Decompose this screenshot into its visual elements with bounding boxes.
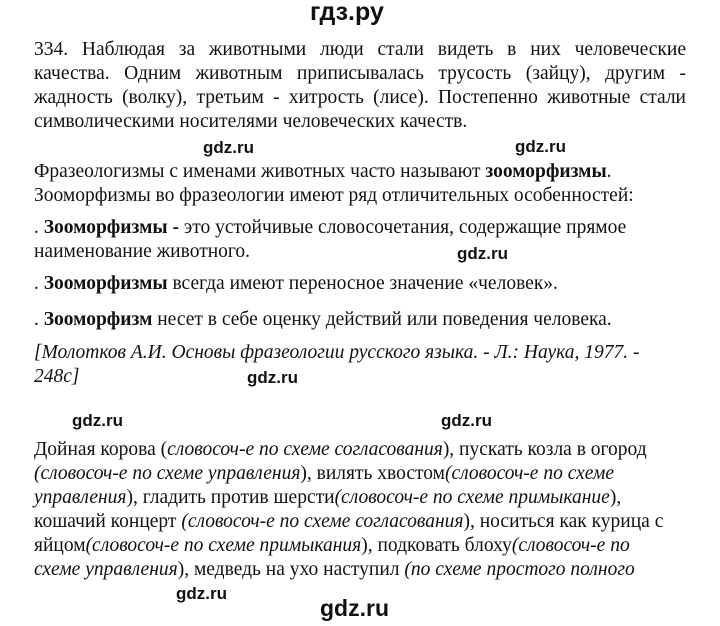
text-segment: Зооморфизмы во фразеологии имеют ряд отличительных особенностей: <box>34 185 634 206</box>
text-segment: . <box>34 309 44 330</box>
text-line <box>34 160 612 184</box>
text-segment: яйцом <box>34 535 86 556</box>
text-segment: символическими носителями человеческих качеств. <box>34 111 468 132</box>
italic-note: словосоч-е по схеме согласования <box>167 439 443 460</box>
text-segment: ), <box>609 487 622 508</box>
site-footer-title: gdz.ru <box>320 595 389 621</box>
italic-note: 248с] <box>34 366 80 387</box>
text-segment: ), вилять хвостом <box>300 463 445 484</box>
italic-note: (словосоч-е по <box>511 535 630 556</box>
text-line <box>34 438 647 462</box>
text-line <box>34 272 558 296</box>
bold-term: зооморфизмы <box>485 161 607 182</box>
text-segment: ), медведь на ухо наступил <box>177 559 405 580</box>
bold-term: Зооморфизм <box>43 309 153 330</box>
text-line <box>34 86 686 110</box>
italic-note: (словосоч-е по схеме примыкание <box>334 487 610 508</box>
watermark: gdz.ru <box>441 411 492 430</box>
text-segment: всегда имеют переносное значение «человек». <box>167 273 558 294</box>
watermark: gdz.ru <box>176 584 227 603</box>
text-line <box>34 240 250 264</box>
italic-note: (по схеме простого полного <box>404 559 635 580</box>
text-segment: Дойная корова ( <box>34 439 168 460</box>
watermark: gdz.ru <box>72 411 123 430</box>
text-line <box>34 558 635 582</box>
text-segment: . <box>606 161 612 182</box>
italic-note: [Молотков А.И. Основы фразеологии русского языка. - Л.: Наука, 1977. - <box>34 342 640 363</box>
text-segment: качества. Одним животным приписывалась трусость (зайцу), другим - <box>34 63 686 84</box>
italic-note: (словосоч-е по схеме <box>445 463 615 484</box>
text-line <box>34 308 612 332</box>
text-segment: это устойчивые словосочетания, содержащие прямое <box>178 217 627 238</box>
bold-term: Зооморфизмы <box>43 273 168 294</box>
watermark: gdz.ru <box>515 137 566 156</box>
text-segment: ), гладить против шерсти <box>126 487 335 508</box>
text-line <box>34 110 467 134</box>
text-segment: жадность (волку), третьим - хитрость (лисе). Постепенно животные стали <box>34 87 686 108</box>
watermark: gdz.ru <box>457 244 508 263</box>
italic-note: (словосоч-е по схеме согласования <box>181 511 464 532</box>
text-segment: . <box>34 273 44 294</box>
text-line <box>34 341 640 365</box>
watermark: gdz.ru <box>203 138 254 157</box>
text-line <box>34 462 614 486</box>
text-line <box>34 216 626 240</box>
italic-note: схеме управления <box>34 559 178 580</box>
watermark: gdz.ru <box>247 368 298 387</box>
text-segment: ), подковать блоху <box>361 535 512 556</box>
text-segment: 334. Наблюдая за животными люди стали видеть в них человеческие <box>34 39 686 60</box>
text-line <box>34 62 686 86</box>
text-line <box>34 534 630 558</box>
text-segment: кошачий концерт <box>34 511 182 532</box>
text-segment: несет в себе оценку действий или поведения человека. <box>152 309 612 330</box>
bold-term: Зооморфизмы - <box>43 217 179 238</box>
site-header-title: гдз.ру <box>310 0 384 26</box>
text-line <box>34 365 80 389</box>
text-line <box>34 486 621 510</box>
italic-note: управления <box>34 487 127 508</box>
text-segment: . <box>34 217 44 238</box>
text-line <box>34 38 686 62</box>
text-segment: наименование животного. <box>34 241 251 262</box>
text-segment: Фразеологизмы с именами животных часто называют <box>34 161 486 182</box>
text-segment: ), носиться как курица с <box>463 511 664 532</box>
text-segment: ), пускать козла в огород <box>442 439 647 460</box>
italic-note: (словосоч-е по схеме примыкания <box>85 535 362 556</box>
text-line <box>34 510 663 534</box>
text-line <box>34 184 634 208</box>
italic-note: (словосоч-е по схеме управления <box>34 463 301 484</box>
